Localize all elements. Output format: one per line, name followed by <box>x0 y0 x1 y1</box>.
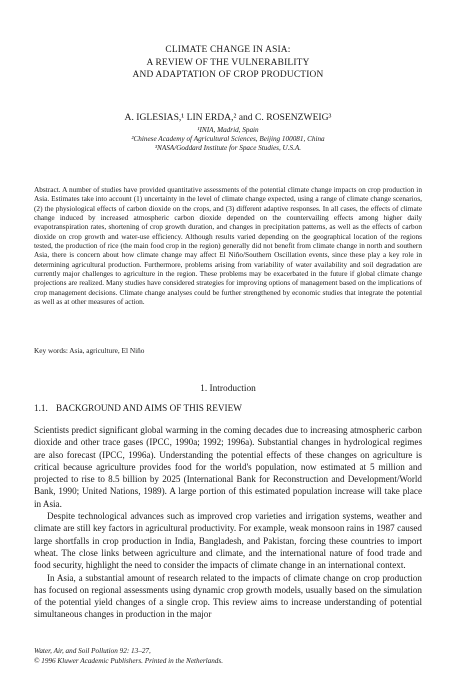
affiliation-line: ¹INIA, Madrid, Spain <box>197 126 259 134</box>
journal-footer <box>34 647 422 666</box>
title-line: A REVIEW OF THE VULNERABILITY <box>146 57 310 68</box>
abstract-paragraph: Abstract. A number of studies have provided quantitative assessments of the potential climate change impacts on crop production in Asia. Estimates take into account (1) uncertainty in the level of climate change expected, using a range of climate change scenarios, (2) the physiological effects of carbon dioxide on the crops, and (3) different adaptive responses. In all cases, the effects of climate change induced by increased atmospheric carbon dioxide depended on the countervailing effects among higher daily evapotranspiration rates, shortening of crop growth duration, and changes in precipitation patterns, as well as the effects of carbon dioxide on crop growth and water-use efficiency. Although results varied depending on the geographical location of the regions tested, the production of rice (the main food crop in the region) generally did not benefit from climate change in north and southern Asia, there is concern about how climate change may affect El Niño/Southern Oscillation events, since these play a key role in determining agricultural production. Furthermore, problems arising from variability of water availability and soil degradation are currently major challenges to agriculture in the region. These problems may be exacerbated in the future if global climate change projections are realized. Many studies have considered strategies for improving options of management based on the implications of crop management decisions. Climate change analyses could be further strengthened by economic studies that integrate the potential as well as at other measures of action. <box>34 185 422 307</box>
author-list: A. IGLESIAS,¹ LIN ERDA,² and C. ROSENZWEIG³ <box>124 112 332 123</box>
title-line: AND ADAPTATION OF CROP PRODUCTION <box>132 70 324 81</box>
body-paragraph: In Asia, a substantial amount of research related to the impacts of climate change on crop production has focused on regional assessments using dynamic crop growth models, usually based on the simulation of the potential yield changes of a single crop. This review aims to increase understanding of potential simultaneous changes in production in the major <box>34 572 422 620</box>
paper-title <box>34 44 422 82</box>
title-line: CLIMATE CHANGE IN ASIA: <box>165 45 291 55</box>
subsection-heading <box>34 402 422 414</box>
footer-citation: Water, Air, and Soil Pollution 92: 13–27, <box>34 647 151 655</box>
affiliation-line: ³NASA/Goddard Institute for Space Studies, U.S.A. <box>154 144 302 153</box>
affiliation-line: ²Chinese Academy of Agricultural Sciences, Beijing 100081, China <box>131 135 325 144</box>
body-text <box>34 424 422 621</box>
section-heading: 1. Introduction <box>200 384 256 394</box>
keywords-line: Key words: Asia, agriculture, El Niño <box>34 346 145 355</box>
subsection-number: 1.1. <box>34 403 48 413</box>
body-paragraph: Despite technological advances such as improved crop varieties and irrigation systems, weather and climate are still key factors in agricultural productivity. For example, weak monsoon rains in 1987 caused large shortfalls in crop production in India, Bangladesh, and Pakistan, forcing these countries to import wheat. The close links between agriculture and climate, and the international nature of food trade and food security, highlight the need to consider the impacts of climate change in an international context. <box>34 511 422 571</box>
body-paragraph: Scientists predict significant global warming in the coming decades due to increasing atmospheric carbon dioxide and other trace gases (IPCC, 1990a; 1992; 1996a). Substantial changes in hydrological regimes are also forecast (IPCC, 1996a). Understanding the potential effects of these changes on agriculture is critical because agriculture provides food for the world's population, now estimated at 5 million and projected to rise to 8.5 billion by 2025 (International Bank for Reconstruction and Development/World Bank, 1990; United Nations, 1989). A large portion of this estimated population increase will take place in Asia. <box>34 425 422 509</box>
subsection-title: BACKGROUND AND AIMS OF THIS REVIEW <box>56 403 242 413</box>
affiliations <box>34 126 422 154</box>
footer-copyright: © 1996 Kluwer Academic Publishers. Printed in the Netherlands. <box>34 656 223 665</box>
